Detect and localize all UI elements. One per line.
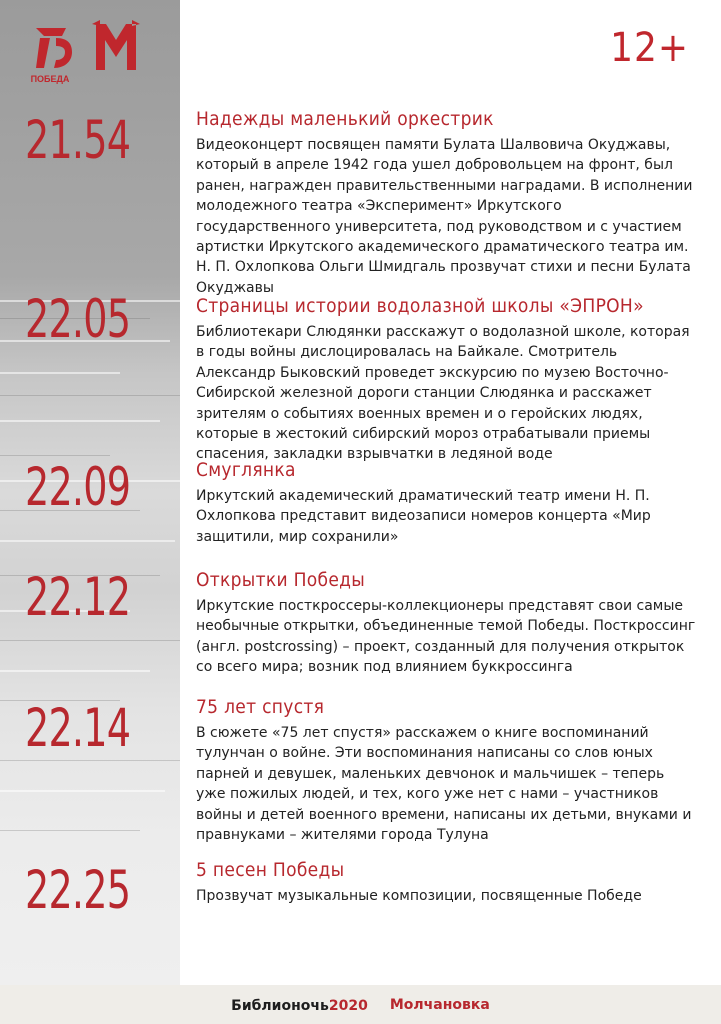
event-block (196, 569, 696, 678)
event-block (196, 459, 696, 547)
event-block (196, 295, 696, 465)
event-block (196, 108, 696, 298)
event-title: 75 лет спустя (196, 696, 325, 718)
footer (0, 985, 721, 1024)
age-rating: 12+ (610, 25, 689, 71)
footer-year: 2020 (328, 998, 368, 1014)
event-title: Страницы истории водолазной школы «ЭПРОН» (196, 295, 644, 317)
event-time: 22.25 (25, 860, 131, 921)
event-block (196, 859, 696, 906)
event-title: Надежды маленький оркестрик (196, 108, 494, 130)
footer-partner: Молчановка (389, 996, 490, 1013)
event-title: Открытки Победы (196, 569, 366, 591)
event-time: 22.09 (25, 457, 131, 518)
event-time: 22.05 (25, 289, 131, 350)
footer-brand (231, 995, 368, 1014)
event-description: Прозвучат музыкальные композиции, посвященные Победе (196, 888, 642, 904)
event-time: 22.12 (25, 567, 131, 628)
event-time: 21.54 (25, 110, 131, 171)
event-block (196, 696, 696, 845)
footer-brand-name: Библионочь (231, 998, 329, 1014)
event-title: 5 песен Победы (196, 859, 345, 881)
victory-75-emblem-icon (36, 28, 72, 68)
event-title: Смуглянка (196, 459, 296, 481)
event-description: Видеоконцерт посвящен памяти Булата Шалвовича Окуджавы, который в апреле 1942 года ушел добровольцем на фронт, был ранен, награжден правительственными наградами. В исполнении молодежного театра «Эксперимент» Иркутского государственного университета, под руководством и с участием артистки Иркутского академического драматического театра им. Н. П. Охлопкова Ольги Шмидгаль прозвучат стихи и песни Булата Окуджавы (196, 137, 693, 296)
victory-75-logo (30, 20, 150, 92)
event-time: 22.14 (25, 698, 131, 759)
event-description: Иркутские посткроссеры-коллекционеры представят свои самые необычные открытки, объединенные темой Победы. Посткроссинг (англ. postcrossing) – проект, созданный для получения открыток со всего мира; возник под влиянием буккроссинга (196, 598, 696, 676)
logo-text: ПОБЕДА (30, 74, 70, 84)
event-description: Иркутский академический драматический театр имени Н. П. Охлопкова представит видеозаписи номеров концерта «Мир защитили, мир сохранили» (196, 488, 651, 545)
event-description: В сюжете «75 лет спустя» расскажем о книге воспоминаний тулунчан о войне. Эти воспоминания написаны со слов юных парней и девушек, маленьких девчонок и мальчишек – теперь уже пожилых людей, и тех, кого уже нет с нами – участников войны и детей военного времени, написаны их детьми, внуками и правнуками – жителями города Тулуна (196, 725, 692, 844)
event-description: Библиотекари Слюдянки расскажут о водолазной школе, которая в годы войны дислоцировалась на Байкале. Смотритель Александр Быковский проведет экскурсию по музею Восточно-Сибирской железной дороги станции Слюдянка и расскажет зрителям о событиях военных времен и о геройских людях, которые в жестокий сибирский мороз отрабатывали приемы спасения, закладки взрывчатки в ледяной воде (196, 324, 690, 463)
m-letter-icon (92, 20, 140, 70)
